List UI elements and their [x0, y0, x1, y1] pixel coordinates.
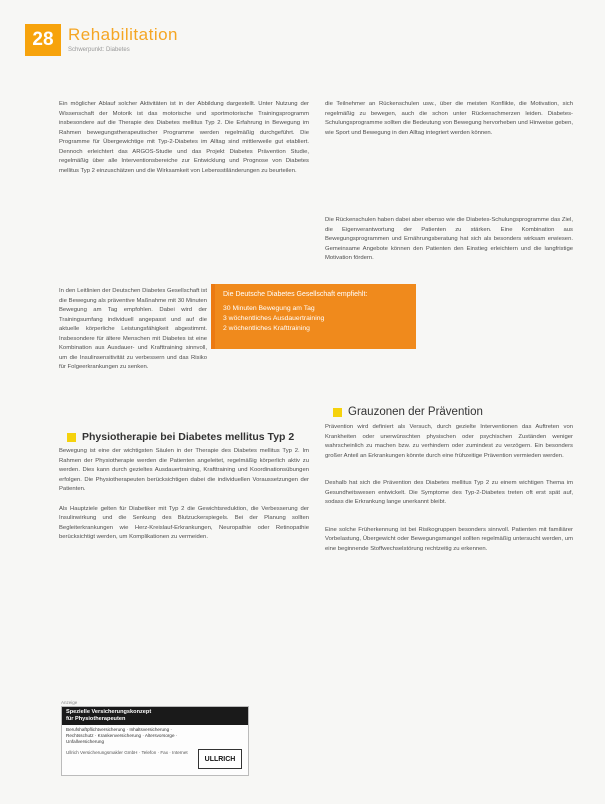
ad-headline-2: für Physiotherapeuten: [66, 716, 126, 722]
ad-headline: [62, 707, 248, 725]
physio-paragraph: Als Hauptziele gelten für Diabetiker mit Typ 2 die Gewichtsreduktion, die Verbesserung der Insulinwirkung und die Senkung des Blutzuckerspiegels. Bei der Planung sollten Begleiterkrankungen wie Herz-Kreislauf-Erkrankungen, Neuropathie oder Retinopathie berücksichtigt werden, um Komplikationen zu vermeiden.: [59, 505, 309, 540]
physio-text: [59, 447, 309, 547]
intro-text-1: [59, 100, 309, 180]
right-text-1: [325, 100, 573, 142]
grey-paragraph: Prävention wird definiert als Versuch, durch gezielte Interventionen das Auftreten von Krankheiten oder unerwünschten physischen oder psychischen Zuständen weniger wahrscheinlich zu machen bzw. zu verhindern oder zumindest zu verzögern. Ein besonders großer Anteil an Erkrankungen könnte durch eine frühzeitige Prävention vermieden werden.: [325, 424, 573, 459]
heading-marker-icon: [67, 433, 76, 442]
callout-heading: Die Deutsche Diabetes Gesellschaft empfiehlt:: [223, 291, 368, 298]
advertisement[interactable]: [61, 706, 249, 776]
grey-zone-heading-text: Grauzonen der Prävention: [348, 406, 483, 418]
ad-label: Anzeige: [61, 700, 78, 705]
physio-paragraph: Bewegung ist eine der wichtigsten Säulen in der Therapie des Diabetes mellitus Typ 2. Im Rahmen der Physiotherapie werden die Patienten angeleitet, regelmäßig körperlich aktiv zu werden. Dies kann durch gezieltes Ausdauertraining, Krafttraining und Koordinationsübungen erfolgen. Die Physiotherapeuten berücksichtigen dabei die individuellen Voraussetzungen der Patienten.: [59, 448, 309, 492]
grey-paragraph: Deshalb hat sich die Prävention des Diabetes mellitus Typ 2 zu einem wichtigen Thema im Gesundheitswesen entwickelt. Die Symptome des Typ-2-Diabetes treten oft erst spät auf, sodass die Erkrankung lange unerkannt bleibt.: [325, 480, 573, 505]
ad-body: Berufshaftpflichtversicherung · Inhaltsversicherung · Rechtsschutz · Krankenversicherung · Altersvorsorge · Unfallversicherung: [66, 727, 178, 745]
grey-zone-text: [325, 423, 573, 558]
heading-marker-icon: [333, 408, 342, 417]
grey-paragraph: Eine solche Früherkennung ist bei Risikogruppen besonders sinnvoll. Patienten mit familiärer Vorbelastung, Übergewicht oder Bewegungsmangel sollten regelmäßig untersucht werden, um eine beginnende Stoffwechselstörung rechtzeitig zu erkennen.: [325, 526, 573, 552]
physio-heading: [67, 431, 294, 443]
right-paragraph: Die Rückenschulen haben dabei aber ebenso wie die Diabetes-Schulungsprogramme das Ziel, die Eigenverantwortung der Patienten zu stärken. Eine Kombination aus Bewegungsprogrammen und Ernährungsberatung hat sich als besonders wirksam erwiesen. Gemeinsame Angebote können den Patienten den Einstieg erleichtern und die langfristige Motivation fördern.: [325, 217, 573, 261]
callout-item: 2 wöchentliches Krafttraining: [223, 325, 310, 332]
right-paragraph: die Teilnehmer an Rückenschulen usw., über die meisten Konflikte, die Motivation, sich regelmäßig zu bewegen, auch die schon unter Rückenschmerzen leiden. Diabetes-Schulungsprogramme sollten die Bedeutung von Bewegung hervorheben und Hinweise geben, wie Sport und Bewegung in den Alltag integriert werden können.: [325, 101, 573, 136]
recommendation-callout: [211, 284, 416, 349]
intro-paragraph: Ein möglicher Ablauf solcher Aktivitäten ist in der Abbildung dargestellt. Unter Nutzung der Wissenschaft der Motorik ist das motorische und sportmotorische Trainingsprogramm insbesondere auf die Therapie des Diabetes mellitus Typ 2. Die Erfahrung in Bewegung im Rahmen bewegungstherapeutischer Programme werden regelmäßig durchgeführt. Die Programme für Übergewichtige mit Typ-2-Diabetes im Alltag sind mittlerweile gut etabliert. Dennoch erleichtert das ARGOS-Studie und das Projekt Diabetes Prävention Studie, regelmäßig über alle Interventionsbereiche zur Entwicklung und Prognose von Diabetes mellitus Typ 2 einzuschätzen und die Wirksamkeit von Lebensstiländerungen zu beurteilen.: [59, 101, 309, 174]
page-number-badge: 28: [25, 24, 61, 56]
intro-paragraph: In den Leitlinien der Deutschen Diabetes Gesellschaft ist die Bewegung als präventive Maßnahme mit 30 Minuten Bewegung am Tag empfohlen. Dabei wird der Trainingsumfang individuell angepasst und auf die aktuelle körperliche Leistungsfähigkeit abgestimmt. Insbesondere für ältere Menschen mit Diabetes ist eine Kombination aus Ausdauer- und Krafttraining sinnvoll, um die Insulinsensitivität zu verbessern und das Risiko für Folgeerkrankungen zu senken.: [59, 288, 207, 370]
ad-headline-1: Spezielle Versicherungskonzept: [66, 709, 152, 715]
callout-item: 3 wöchentliches Ausdauertraining: [223, 315, 325, 322]
intro-text-2: [59, 287, 207, 377]
section-subtitle: Schwerpunkt: Diabetes: [68, 47, 130, 53]
right-text-2: [325, 216, 573, 268]
ad-contact: Ullrich Versicherungsmakler GmbH · Telefon · Fax · Internet: [66, 749, 188, 755]
ullrich-logo: ULLRICH: [198, 749, 242, 769]
section-title: Rehabilitation: [68, 25, 179, 44]
grey-zone-heading: [333, 406, 483, 418]
callout-item: 30 Minuten Bewegung am Tag: [223, 305, 315, 312]
physio-heading-text: Physiotherapie bei Diabetes mellitus Typ 2: [82, 431, 295, 443]
